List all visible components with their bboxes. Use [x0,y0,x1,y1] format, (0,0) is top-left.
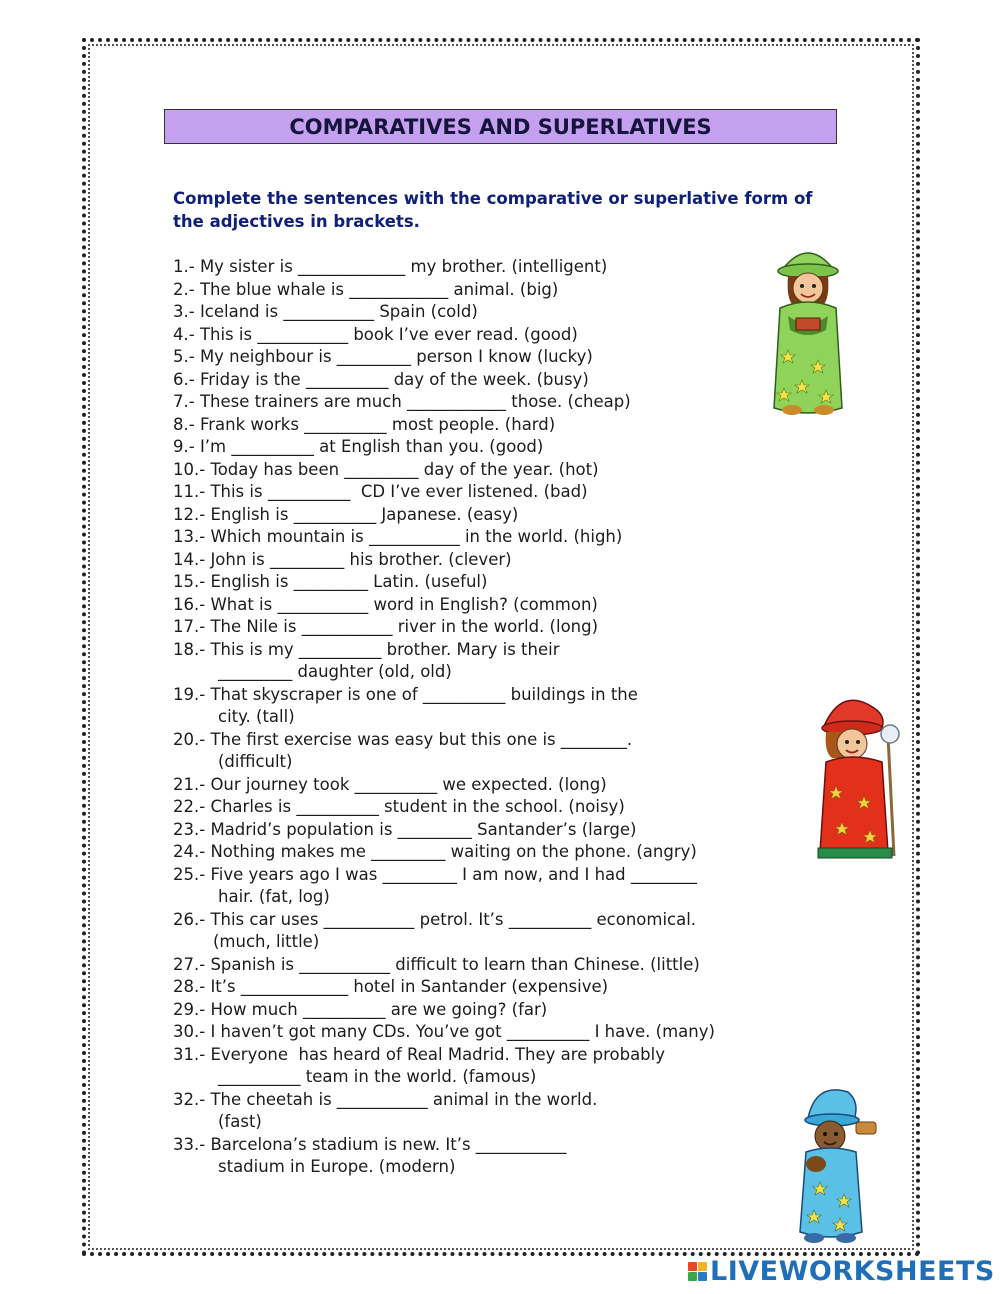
sentence-line: 2.- The blue whale is ____________ animal. (big) [173,279,559,299]
instructions: Complete the sentences with the comparative or superlative form of the adjectives in brackets. [173,189,813,231]
brand-name: LIVEWORKSHEETS [710,1255,995,1287]
liveworksheets-logo-icon [688,1262,707,1281]
sentence-continuation: (difficult) [218,752,293,771]
wizard-blue-illustration [790,1082,882,1248]
sentence-line: 22.- Charles is __________ student in the school. (noisy) [173,797,625,816]
sentence-line: 26.- This car uses ___________ petrol. It’s __________ economical. [173,909,697,929]
sentence-line: 11.- This is __________ CD I’ve ever listened. (bad) [173,482,588,501]
sentence-line: 17.- The Nile is ___________ river in the world. (long) [173,617,599,636]
sentence-continuation: (much, little) [213,932,320,951]
sentence-line: 15.- English is _________ Latin. (useful) [173,572,488,591]
sentence-line: 29.- How much __________ are we going? (far) [173,999,548,1019]
sentence-continuation: __________ team in the world. (famous) [218,1067,537,1086]
sentence-line: 27.- Spanish is ___________ difficult to learn than Chinese. (little) [173,954,700,974]
wizard-green-illustration [768,240,848,418]
sentence-line: 24.- Nothing makes me _________ waiting on the phone. (angry) [173,842,697,861]
sentence-line: 9.- I’m __________ at English than you. (good) [173,437,544,456]
sentence-line: 7.- These trainers are much ____________ those. (cheap) [173,392,631,411]
liveworksheets-logo [688,1256,995,1286]
sentence-line: 31.- Everyone has heard of Real Madrid. They are probably [173,1044,666,1064]
sentence-line: 14.- John is _________ his brother. (clever) [173,549,512,569]
sentence-line: 28.- It’s _____________ hotel in Santander (expensive) [173,977,609,996]
sentence-line: 13.- Which mountain is ___________ in the world. (high) [173,527,623,546]
sentence-line: 25.- Five years ago I was _________ I am now, and I had ________ [173,864,697,884]
sentence-line: 33.- Barcelona’s stadium is new. It’s ___________ [173,1134,567,1154]
sentence-line: 10.- Today has been _________ day of the year. (hot) [173,459,599,479]
sentence-line: 20.- The first exercise was easy but this one is ________. [173,729,633,749]
sentence-line: 18.- This is my __________ brother. Mary is their [173,639,560,659]
sentence-line: 3.- Iceland is ___________ Spain (cold) [173,302,478,321]
sentence-line: 21.- Our journey took __________ we expected. (long) [173,774,607,794]
sentence-continuation: _________ daughter (old, old) [218,662,452,681]
sentence-list [173,256,833,1179]
sentence-line: 4.- This is ___________ book I’ve ever read. (good) [173,324,578,344]
sentence-continuation: hair. (fat, log) [218,887,330,906]
wizard-red-illustration [812,686,904,866]
sentence-continuation: (fast) [218,1112,262,1131]
worksheet-title: COMPARATIVES AND SUPERLATIVES [164,109,837,144]
sentence-continuation: city. (tall) [218,707,295,726]
sentence-line: 16.- What is ___________ word in English? (common) [173,594,598,614]
sentence-line: 30.- I haven’t got many CDs. You’ve got __________ I have. (many) [173,1022,715,1041]
sentence-line: 8.- Frank works __________ most people. (hard) [173,414,556,434]
sentence-line: 32.- The cheetah is ___________ animal in the world. [173,1089,598,1109]
sentence-continuation: stadium in Europe. (modern) [218,1157,456,1176]
sentence-line: 19.- That skyscraper is one of __________ buildings in the [173,684,638,704]
sentence-line: 5.- My neighbour is _________ person I know (lucky) [173,347,593,366]
sentence-line: 6.- Friday is the __________ day of the week. (busy) [173,369,589,389]
sentence-line: 12.- English is __________ Japanese. (easy) [173,504,519,524]
sentence-line: 1.- My sister is _____________ my brother. (intelligent) [173,257,608,276]
sentence-line: 23.- Madrid’s population is _________ Santander’s (large) [173,819,637,839]
